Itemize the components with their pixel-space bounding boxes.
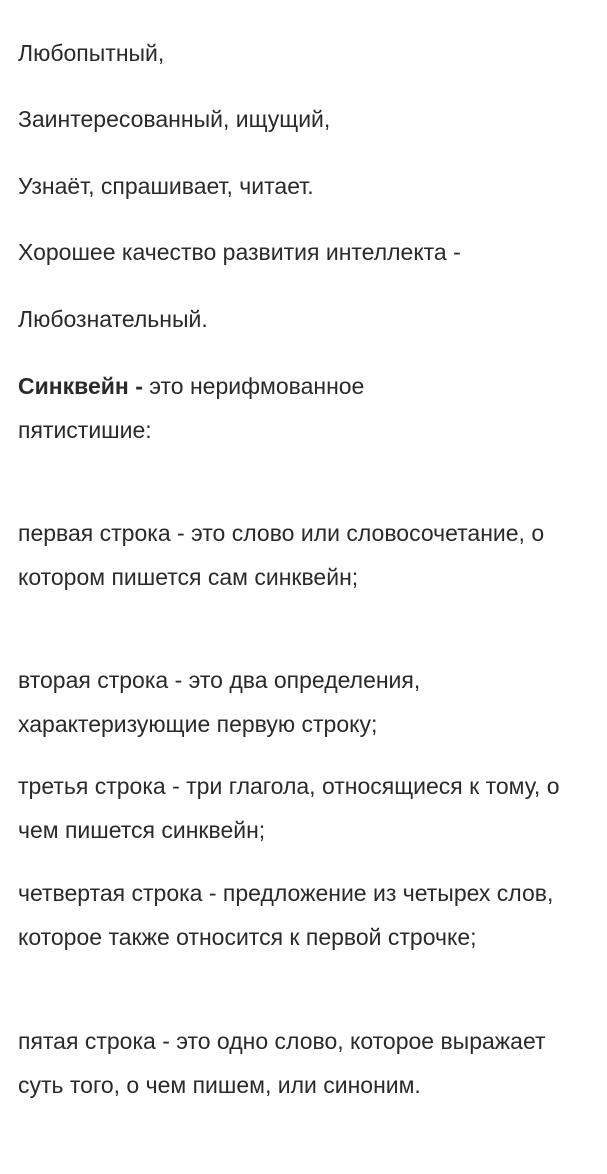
poem-line-4: Хорошее качество развития интеллекта - bbox=[18, 239, 461, 265]
rule-3: третья строка - три глагола, относящиеся к тому, о чем пишется синквейн; bbox=[18, 773, 560, 843]
poem-line-1: Любопытный, bbox=[18, 40, 165, 66]
poem-line-5: Любознательный. bbox=[18, 306, 208, 332]
rule-1: первая строка - это слово или словосочетание, о котором пишется сам синквейн; bbox=[18, 520, 545, 590]
poem-line-2: Заинтересованный, ищущий, bbox=[18, 106, 331, 132]
rule-2: вторая строка - это два определения, характеризующие первую строку; bbox=[18, 667, 421, 737]
definition-text: это нерифмованное пятистишие: bbox=[18, 373, 365, 443]
rule-4: четвертая строка - предложение из четырех слов, которое также относится к первой строчке; bbox=[18, 880, 554, 950]
rule-5: пятая строка - это одно слово, которое выражает суть того, о чем пишем, или синоним. bbox=[18, 1028, 546, 1098]
definition-term: Синквейн bbox=[18, 373, 129, 399]
definition-dash: - bbox=[128, 373, 143, 399]
definition-paragraph bbox=[18, 364, 488, 452]
poem-line-3: Узнаёт, спрашивает, читает. bbox=[18, 173, 314, 199]
